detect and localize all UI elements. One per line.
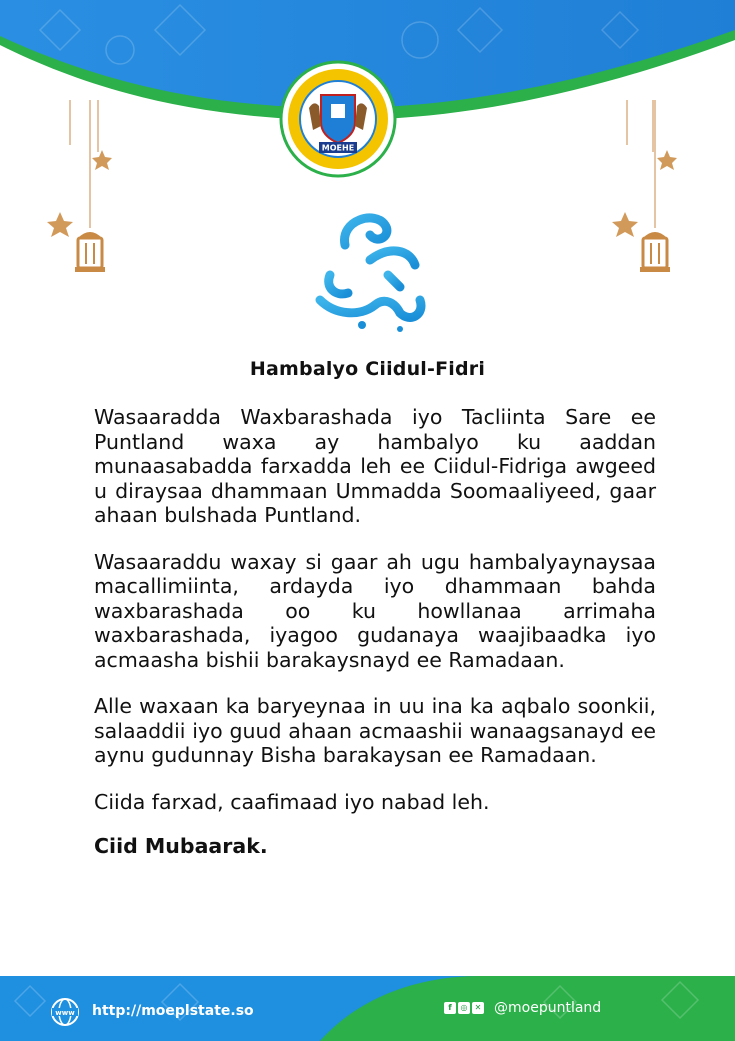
letter-title: Hambalyo Ciidul-Fidri (249, 358, 486, 380)
social-handle[interactable]: @moepuntland (494, 1000, 602, 1016)
instagram-icon[interactable]: ◎ (458, 1002, 470, 1014)
moehe-logo (279, 60, 397, 178)
x-icon[interactable]: ✕ (472, 1002, 484, 1014)
crescent-lantern-right-icon (605, 100, 685, 280)
body-paragraph: Wasaaraddu waxay si gaar ah ugu hambalyaynaysaa macallimiinta, ardayda iyo dhammaan bahda waxbarashada oo ku howllanaa arrimaha waxbarashada, iyagoo gudanaya waajibaadka iyo acmaasha bishii barakaysnayd ee Ramadaan. (94, 549, 656, 672)
logo-acronym: MOEHE (321, 143, 355, 153)
facebook-icon[interactable]: f (444, 1002, 456, 1014)
website-link[interactable]: http://moeplstate.so (92, 1003, 254, 1019)
globe-icon (50, 997, 80, 1027)
body-paragraph: Wasaaradda Waxbarashada iyo Tacliinta Sare ee Puntland waxa ay hambalyo ku aaddan munaasabadda farxadda leh ee Ciidul-Fidriga awgeed u diraysaa dhammaan Ummadda Soomaaliyeed, gaar ahaan bulshada Puntland. (94, 405, 656, 527)
social-icons (444, 1002, 484, 1014)
closing-line: Ciid Mubaarak. (94, 834, 268, 858)
www-label: www (55, 1008, 75, 1017)
crescent-lantern-left-icon (40, 100, 120, 280)
body-paragraph: Ciida farxad, caafimaad iyo nabad leh. (94, 789, 490, 814)
eid-mubarak-calligraphy-icon (300, 205, 435, 335)
body-paragraph: Alle waxaan ka baryeynaa in uu ina ka aqbalo soonkii, salaaddii iyo guud ahaan acmaashii wanaagsanayd ee aynu gudunnay Bisha barakaysan ee Ramadaan. (94, 694, 656, 767)
letter-body (94, 405, 656, 881)
